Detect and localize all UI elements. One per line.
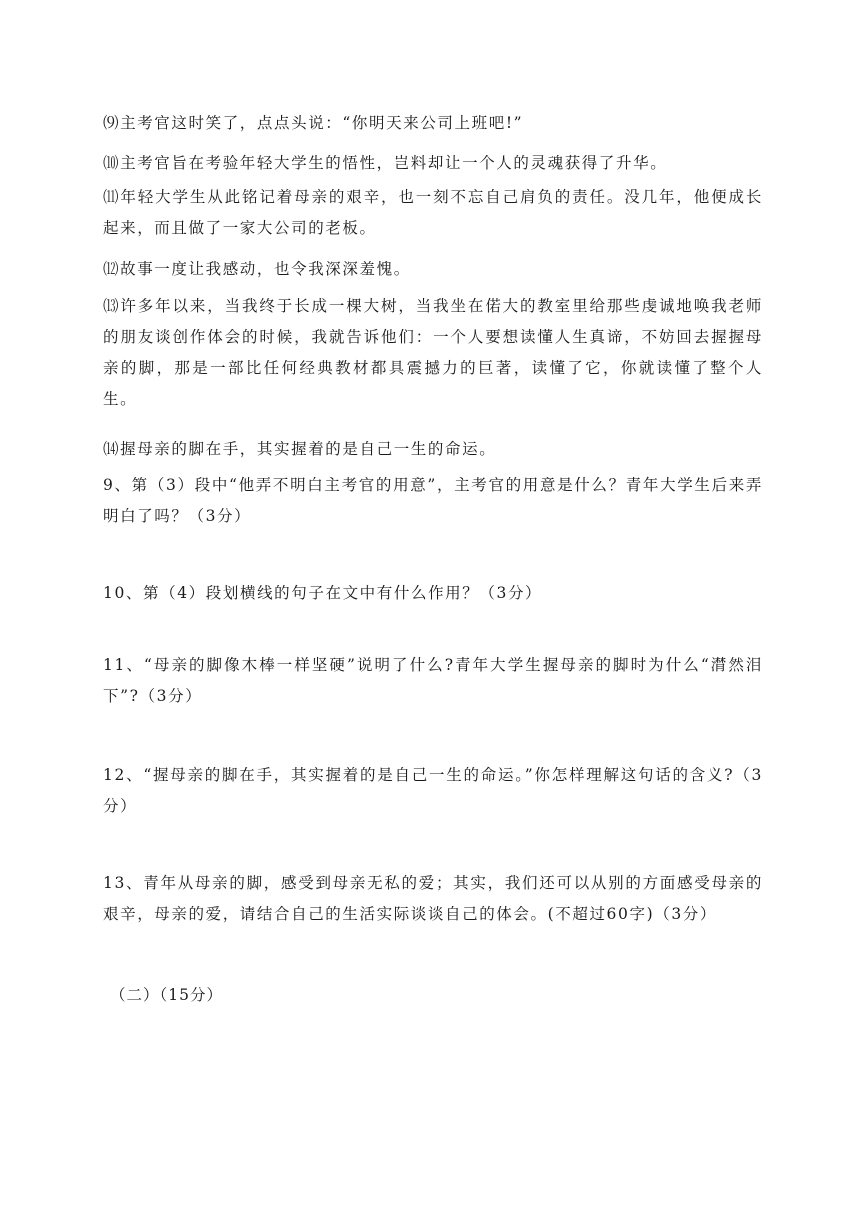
paragraph-11	[103, 182, 763, 244]
paragraph-number: ⑼	[103, 114, 121, 132]
question-9: 9、第（3）段中“他弄不明白主考官的用意”，主考官的用意是什么？青年大学生后来弄明白了吗？（3分）	[103, 476, 763, 525]
paragraph-text: 故事一度让我感动，也令我深深羞愧。	[120, 260, 411, 278]
paragraph-12	[103, 254, 763, 285]
paragraph-number: ⒁	[103, 440, 121, 458]
paragraph-9	[103, 108, 763, 139]
paragraph-number: ⑿	[103, 260, 121, 278]
paragraph-text: 年轻大学生从此铭记着母亲的艰辛，也一刻不忘自己肩负的责任。没几年，他便成长起来，而且做了一家大公司的老板。	[103, 188, 764, 237]
paragraph-text: 握母亲的脚在手，其实握着的是自己一生的命运。	[120, 440, 497, 458]
paragraph-13	[103, 291, 763, 415]
question-12: 12、“握母亲的脚在手，其实握着的是自己一生的命运。”你怎样理解这句话的含义?（3分）	[103, 766, 763, 815]
paragraph-text: 主考官这时笑了，点点头说：“你明天来公司上班吧!”	[120, 114, 524, 132]
paragraph-number: ⑽	[103, 154, 121, 172]
question-13: 13、青年从母亲的脚，感受到母亲无私的爱；其实，我们还可以从别的方面感受母亲的艰辛，母亲的爱，请结合自己的生活实际谈谈自己的体会。(不超过60字)（3分）	[103, 874, 763, 923]
paragraph-14	[103, 434, 763, 465]
question-11: 11、“母亲的脚像木棒一样坚硬”说明了什么?青年大学生握母亲的脚时为什么“潸然泪下”?（3分）	[103, 656, 763, 705]
paragraph-10	[103, 148, 763, 179]
paragraph-number: ⑾	[103, 188, 121, 206]
question-10: 10、第（4）段划横线的句子在文中有什么作用？（3分）	[103, 584, 543, 602]
paragraph-number: ⒀	[103, 297, 121, 315]
paragraph-text: 许多年以来，当我终于长成一棵大树，当我坐在偌大的教室里给那些虔诚地唤我老师的朋友谈创作体会的时候，我就告诉他们：一个人要想读懂人生真谛，不妨回去握握母亲的脚，那是一部比任何经典教材都具震撼力的巨著，读懂了它，你就读懂了整个人生。	[103, 297, 764, 408]
section-heading: （二）（15分）	[110, 986, 223, 1004]
paragraph-text: 主考官旨在考验年轻大学生的悟性，岂料却让一个人的灵魂获得了升华。	[120, 154, 668, 172]
